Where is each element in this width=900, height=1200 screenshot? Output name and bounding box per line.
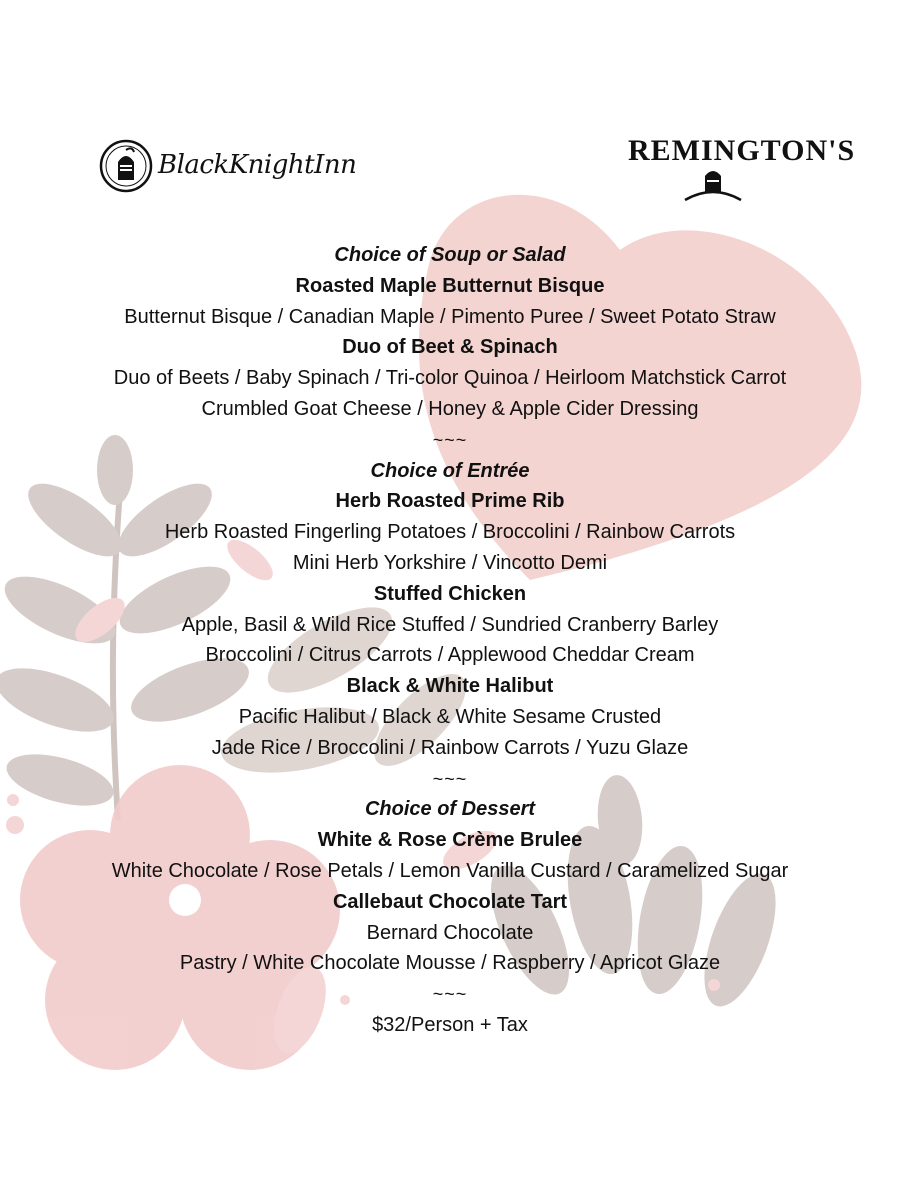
dish-name: Herb Roasted Prime Rib xyxy=(335,490,565,513)
knight-emblem-icon xyxy=(683,166,743,206)
dish-name: Roasted Maple Butternut Bisque xyxy=(295,274,605,297)
section-separator: ~~~ xyxy=(432,768,468,789)
section-title-soup-salad: Choice of Soup or Salad xyxy=(334,244,566,266)
knight-helmet-icon xyxy=(98,138,154,194)
dish-description: Butternut Bisque / Canadian Maple / Pimento Puree / Sweet Potato Straw xyxy=(124,305,776,328)
logo-left-text: BlackKnightInn xyxy=(158,150,357,180)
dish-description: Pacific Halibut / Black & White Sesame Crusted xyxy=(238,705,662,728)
dish-name: Stuffed Chicken xyxy=(373,582,527,605)
menu-content xyxy=(0,240,900,1041)
dish-description: White Chocolate / Rose Petals / Lemon Vanilla Custard / Caramelized Sugar xyxy=(111,859,789,882)
logo-right-text: REMINGTON'S xyxy=(628,134,856,167)
dish-name: Black & White Halibut xyxy=(346,675,554,698)
dish-description: Bernard Chocolate xyxy=(366,921,534,944)
section-title-entree: Choice of Entrée xyxy=(370,459,530,482)
dish-description: Jade Rice / Broccolini / Rainbow Carrots / Yuzu Glaze xyxy=(211,736,689,759)
dish-name: Duo of Beet & Spinach xyxy=(342,336,558,359)
section-separator: ~~~ xyxy=(432,984,468,1005)
dish-name: White & Rose Crème Brulee xyxy=(317,829,583,852)
dish-description: Crumbled Goat Cheese / Honey & Apple Cider Dressing xyxy=(201,397,699,420)
dish-description: Broccolini / Citrus Carrots / Applewood Cheddar Cream xyxy=(205,644,695,667)
dish-name: Callebaut Chocolate Tart xyxy=(332,890,568,913)
section-separator: ~~~ xyxy=(432,429,468,450)
dish-description: Apple, Basil & Wild Rice Stuffed / Sundried Cranberry Barley xyxy=(181,613,719,636)
dish-description: Mini Herb Yorkshire / Vincotto Demi xyxy=(292,551,608,574)
black-knight-inn-logo xyxy=(98,138,357,198)
dish-description: Pastry / White Chocolate Mousse / Raspberry / Apricot Glaze xyxy=(179,952,721,975)
dish-description: Duo of Beets / Baby Spinach / Tri-color Quinoa / Heirloom Matchstick Carrot xyxy=(113,367,787,390)
remingtons-logo xyxy=(628,128,856,208)
dish-description: Herb Roasted Fingerling Potatoes / Broccolini / Rainbow Carrots xyxy=(164,521,736,544)
price-text: $32/Person + Tax xyxy=(372,1013,528,1036)
section-title-dessert: Choice of Dessert xyxy=(364,798,536,821)
